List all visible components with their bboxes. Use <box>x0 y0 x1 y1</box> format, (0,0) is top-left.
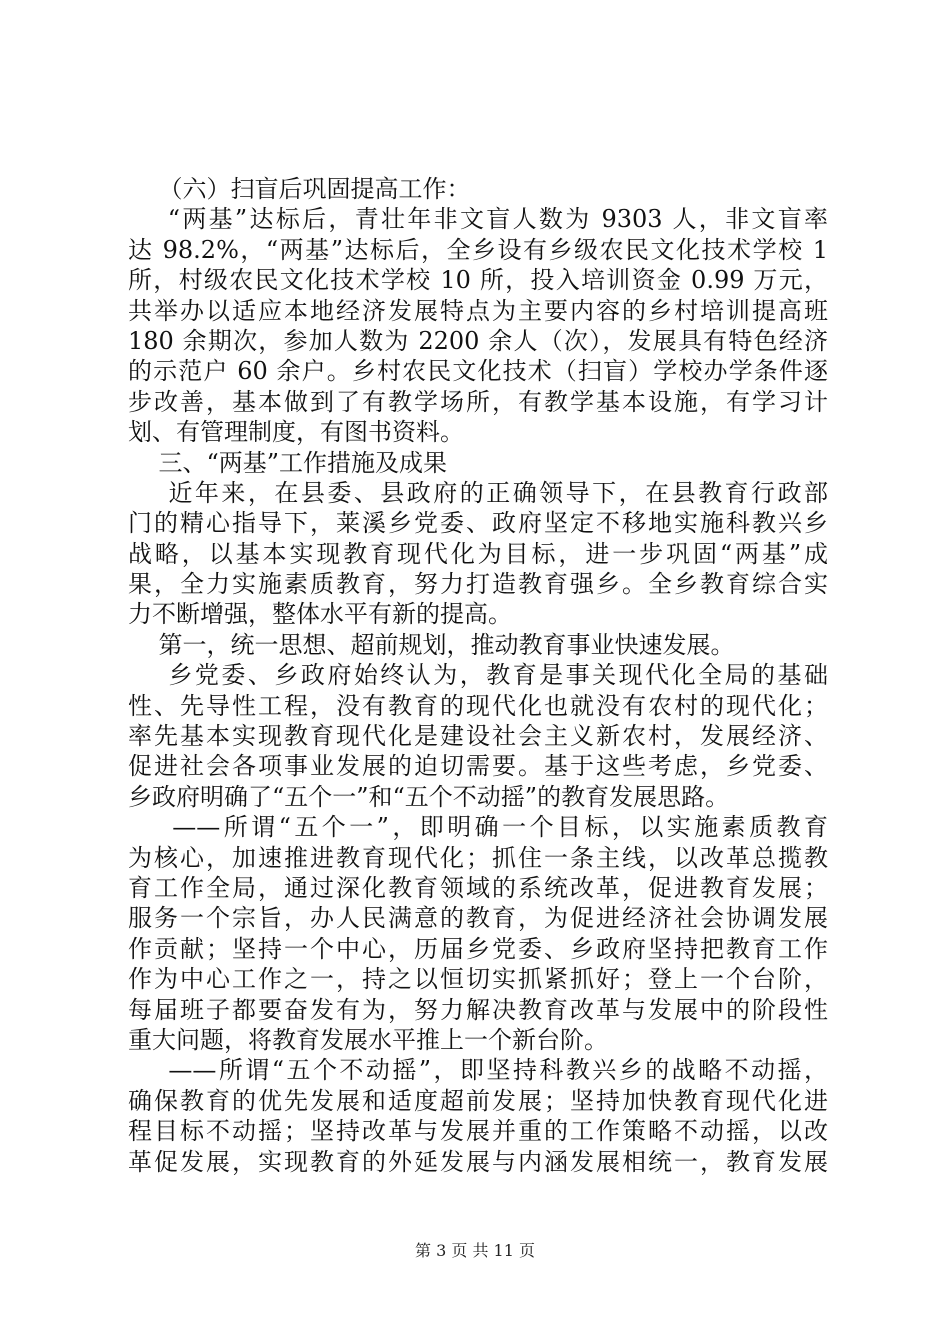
text-line: 革促发展，实现教育的外延发展与内涵发展相统一，教育发展 <box>128 1147 828 1176</box>
text-line: 所，村级农民文化技术学校 10 所，投入培训资金 0.99 万元， <box>128 266 828 295</box>
text-line: 每届班子都要奋发有为，努力解决教育改革与发展中的阶段性 <box>128 995 828 1024</box>
text-line: 性、先导性工程，没有教育的现代化也就没有农村的现代化； <box>128 691 828 720</box>
text-line: 乡党委、乡政府始终认为，教育是事关现代化全局的基础 <box>128 661 828 690</box>
text-line: 为核心，加速推进教育现代化；抓住一条主线，以改革总揽教 <box>128 843 828 872</box>
text-line: 作贡献；坚持一个中心，历届乡党委、乡政府坚持把教育工作 <box>128 934 828 963</box>
text-line: 率先基本实现教育现代化是建设社会主义新农村，发展经济、 <box>128 722 828 751</box>
text-line: 力不断增强，整体水平有新的提高。 <box>128 600 512 629</box>
text-line: “两基”达标后，青壮年非文盲人数为 9303 人，非文盲率 <box>128 205 828 234</box>
text-line: 作为中心工作之一，持之以恒切实抓紧抓好；登上一个台阶， <box>128 965 828 994</box>
text-line: 果，全力实施素质教育，努力打造教育强乡。全乡教育综合实 <box>128 570 828 599</box>
text-line: ——所谓“五个一”，即明确一个目标，以实施素质教育 <box>128 813 828 842</box>
text-line: 育工作全局，通过深化教育领域的系统改革，促进教育发展； <box>128 873 828 902</box>
text-line: （六）扫盲后巩固提高工作： <box>128 175 471 203</box>
text-line: ——所谓“五个不动摇”，即坚持科教兴乡的战略不动摇， <box>128 1056 828 1085</box>
text-line: 程目标不动摇；坚持改革与发展并重的工作策略不动摇，以改 <box>128 1117 828 1146</box>
text-line: 门的精心指导下，莱溪乡党委、政府坚定不移地实施科教兴乡 <box>128 509 828 538</box>
text-line: 达 98.2%，“两基”达标后，全乡设有乡级农民文化技术学校 1 <box>128 235 828 264</box>
text-line: 战略，以基本实现教育现代化为目标，进一步巩固“两基”成 <box>128 539 828 568</box>
text-line: 确保教育的优先发展和适度超前发展；坚持加快教育现代化进 <box>128 1086 828 1115</box>
text-line: 促进社会各项事业发展的迫切需要。基于这些考虑，乡党委、 <box>128 752 828 781</box>
text-line: 180 余期次，参加人数为 2200 余人（次），发展具有特色经济 <box>128 326 828 355</box>
text-line: 共举办以适应本地经济发展特点为主要内容的乡村培训提高班 <box>128 296 828 325</box>
text-line: 重大问题，将教育发展水平推上一个新台阶。 <box>128 1025 608 1054</box>
text-line: 近年来，在县委、县政府的正确领导下，在县教育行政部 <box>128 478 828 507</box>
text-line: 三、“两基”工作措施及成果 <box>128 448 448 477</box>
body-text <box>128 174 828 1177</box>
text-line: 乡政府明确了“五个一”和“五个不动摇”的教育发展思路。 <box>128 782 730 811</box>
text-line: 第一，统一思想、超前规划，推动教育事业快速发展。 <box>128 630 735 659</box>
text-line: 划、有管理制度，有图书资料。 <box>128 418 464 447</box>
text-line: 步改善，基本做到了有教学场所，有教学基本设施，有学习计 <box>128 387 828 416</box>
page-footer: 第 3 页 共 11 页 <box>415 1241 535 1260</box>
text-line: 服务一个宗旨，办人民满意的教育，为促进经济社会协调发展 <box>128 904 828 933</box>
text-line: 的示范户 60 余户。乡村农民文化技术（扫盲）学校办学条件逐 <box>128 357 828 386</box>
